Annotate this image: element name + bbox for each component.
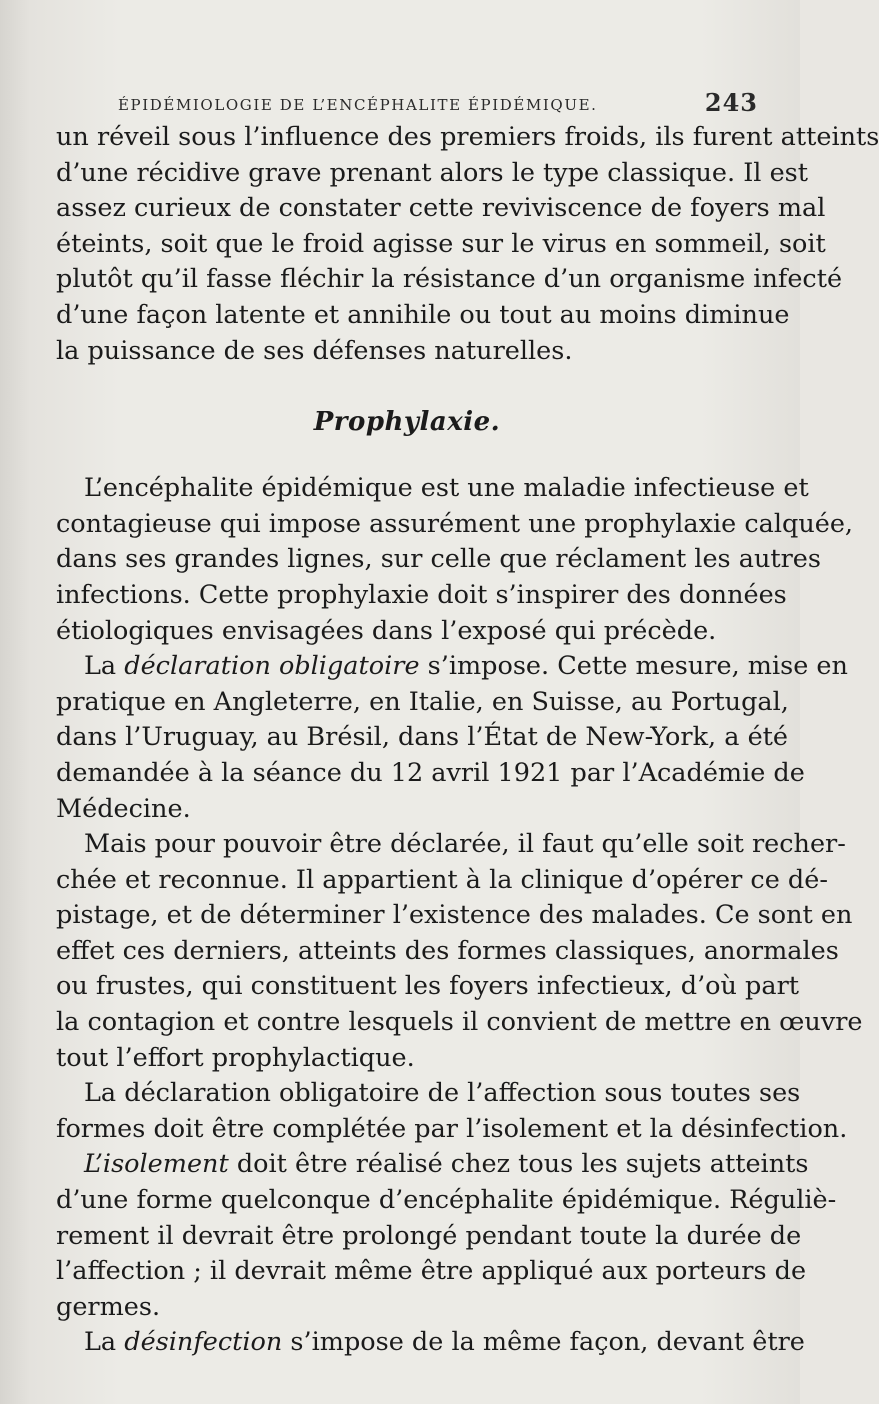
text-line: tout l’effort prophylactique. — [56, 1042, 415, 1073]
text-line: étiologiques envisagées dans l’exposé qui précède. — [56, 615, 717, 646]
paragraph-declaration — [56, 649, 848, 827]
italic-term: désinfection — [124, 1327, 283, 1358]
running-header — [56, 88, 758, 120]
text-line: éteints, soit que le froid agisse sur le virus en sommeil, soit — [56, 228, 826, 259]
text-line: demandée à la séance du 12 avril 1921 par l’Académie de — [56, 757, 805, 788]
text-line: un réveil sous l’influence des premiers froids, ils furent atteints — [56, 122, 879, 152]
page-number: 243 — [704, 88, 758, 117]
text-line: germes. — [56, 1291, 161, 1322]
text-span: s’impose. Cette mesure, mise en — [419, 651, 848, 682]
running-title: ÉPIDÉMIOLOGIE DE L’ENCÉPHALITE ÉPIDÉMIQUE. — [118, 96, 598, 114]
text-line: L’encéphalite épidémique est une maladie infectieuse et — [84, 473, 809, 504]
text-line: pistage, et de déterminer l’existence des malades. Ce sont en — [56, 900, 853, 931]
text-line — [56, 649, 848, 685]
text-line: contagieuse qui impose assurément une prophylaxie calquée, — [56, 508, 854, 539]
text-line: d’une forme quelconque d’encéphalite épidémique. Réguliè- — [56, 1185, 837, 1216]
text-line: chée et reconnue. Il appartient à la clinique d’opérer ce dé- — [56, 864, 828, 895]
text-line: rement il devrait être prolongé pendant toute la durée de — [56, 1220, 802, 1251]
text-span: s’impose de la même façon, devant être — [282, 1327, 805, 1358]
text-line: la contagion et contre lesquels il convient de mettre en œuvre — [56, 1007, 863, 1038]
text-line — [56, 1147, 809, 1183]
paragraph-continuation — [56, 120, 879, 369]
paragraph-intro — [56, 471, 854, 649]
text-line: ou frustes, qui constituent les foyers infectieux, d’où part — [56, 971, 800, 1002]
text-line: la puissance de ses défenses naturelles. — [56, 335, 573, 366]
paragraph-isolation — [56, 1147, 837, 1325]
text-line: plutôt qu’il fasse fléchir la résistance d’un organisme infecté — [56, 264, 843, 295]
text-span: La — [84, 651, 125, 682]
paragraph-detection — [56, 827, 863, 1076]
italic-term: déclaration obligatoire — [124, 651, 420, 682]
text-line: d’une façon latente et annihile ou tout au moins diminue — [56, 299, 790, 330]
text-line: infections. Cette prophylaxie doit s’inspirer des données — [56, 579, 787, 610]
text-line — [56, 1325, 805, 1361]
text-line: d’une récidive grave prenant alors le type classique. Il est — [56, 157, 808, 188]
text-line: Mais pour pouvoir être déclarée, il faut qu’elle soit recher- — [84, 829, 846, 860]
section-heading: Prophylaxie. — [313, 407, 501, 438]
text-line: dans l’Uruguay, au Brésil, dans l’État de New-York, a été — [56, 722, 788, 753]
text-line: l’affection ; il devrait même être appliqué aux porteurs de — [56, 1256, 807, 1287]
paragraph-disinfection — [56, 1325, 805, 1361]
text-span: doit être réalisé chez tous les sujets atteints — [228, 1149, 809, 1180]
text-line: La déclaration obligatoire de l’affection sous toutes ses — [84, 1078, 801, 1109]
text-line: Médecine. — [56, 793, 191, 824]
text-line: dans ses grandes lignes, sur celle que réclament les autres — [56, 544, 821, 575]
text-span: La — [84, 1327, 125, 1358]
paragraph-completion — [56, 1076, 848, 1147]
text-line: pratique en Angleterre, en Italie, en Suisse, au Portugal, — [56, 686, 789, 717]
text-line: assez curieux de constater cette reviviscence de foyers mal — [56, 193, 826, 224]
text-line: formes doit être complétée par l’isolement et la désinfection. — [56, 1113, 848, 1144]
text-line: effet ces derniers, atteints des formes classiques, anormales — [56, 935, 839, 966]
italic-term: L’isolement — [84, 1149, 229, 1180]
